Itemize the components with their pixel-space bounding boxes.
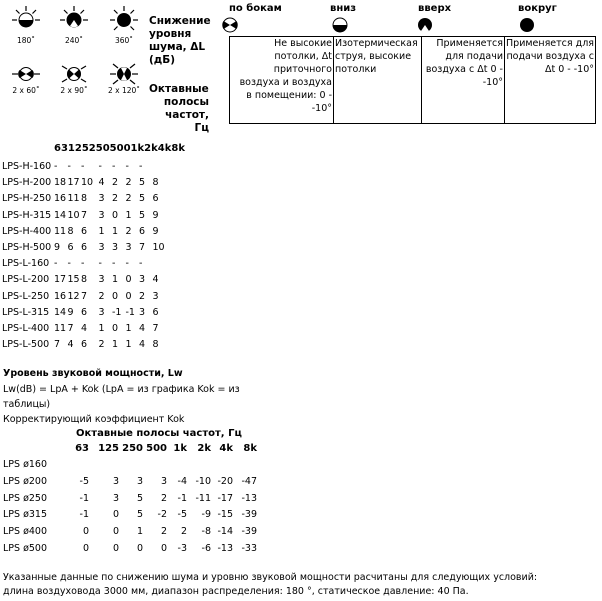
cell-value: 0 (82, 526, 89, 538)
table-row (2, 321, 166, 337)
cell-value (211, 457, 233, 474)
row-name: LPS-L-160 (2, 258, 50, 270)
icon-label: 2 x 120˚ (107, 86, 141, 95)
noise-reduction-heading: Снижение уровня шума, ΔL (дБ) (149, 15, 211, 66)
freq-header: 8k (243, 443, 257, 454)
cell-value: 8 (152, 177, 159, 189)
row-name: LPS-H-400 (2, 225, 52, 237)
cell-value: - (81, 161, 85, 172)
row-name: LPS-H-315 (2, 209, 52, 221)
cell-value: 12 (67, 290, 80, 302)
icon-label: 180˚ (16, 36, 36, 45)
cell-value: 4 (139, 339, 146, 351)
table-row (3, 507, 257, 524)
table-row (2, 208, 166, 224)
cell-value: 0 (112, 526, 119, 538)
cell-value: 3 (152, 290, 159, 302)
kok-caption: Корректирующий коэффициент Kok (3, 414, 185, 425)
table-row (2, 224, 166, 240)
cell-value: - (112, 161, 116, 172)
row-name: LPS-L-500 (2, 339, 50, 351)
cell-value: 2 (98, 339, 105, 351)
cell-value: 4 (67, 339, 74, 351)
cell-value: 6 (139, 225, 146, 237)
cell-value: 6 (81, 242, 88, 254)
row-name: LPS-H-160 (2, 161, 52, 172)
cell-value: -6 (201, 542, 211, 554)
cell-value: 6 (81, 339, 88, 351)
cell-value: 1 (98, 323, 105, 335)
footer-note (3, 571, 537, 599)
icon-label: 240˚ (64, 36, 84, 45)
cell-value: - (139, 161, 143, 172)
icon-cell-2x90 (54, 62, 94, 95)
dispersion-240-icon (58, 4, 90, 36)
cell-value: - (98, 258, 102, 270)
cell-value: 5 (139, 177, 146, 189)
freq-header: 63 (75, 443, 89, 454)
row-name: LPS ø200 (3, 475, 48, 487)
cell-value: 2 (139, 290, 146, 302)
cell-value (167, 457, 187, 474)
cell-value: 0 (112, 290, 119, 302)
cell-value: 0 (82, 542, 89, 554)
cell-value: 7 (152, 323, 159, 335)
cell-value: -47 (241, 475, 257, 487)
cell-value: 15 (67, 274, 80, 286)
cell-value: 1 (125, 209, 132, 221)
cell-value: 3 (139, 274, 146, 286)
freq-header: 2k (197, 443, 211, 454)
direction-label-sides: по бокам (229, 3, 282, 14)
cell-value: -1 (112, 306, 122, 318)
cell-value: - (54, 258, 58, 270)
cell-value: 8 (152, 339, 159, 351)
sound-power-section (3, 366, 253, 428)
cell-value: 3 (139, 306, 146, 318)
cell-value: 17 (67, 177, 80, 189)
direction-desc-down: Изотермическая струя, высокие потолки (334, 37, 422, 124)
cell-value: 3 (160, 475, 167, 487)
table-row (3, 524, 257, 541)
down-icon (332, 17, 348, 33)
cell-value: 9 (67, 306, 74, 318)
row-name: LPS-L-250 (2, 290, 50, 302)
cell-value: 6 (152, 306, 159, 318)
cell-value: 6 (81, 225, 88, 237)
cell-value: 3 (98, 209, 105, 221)
cell-value: 4 (81, 323, 88, 335)
direction-desc-sides: Не высокие потолки, Δt приточного воздуха и воздуха в помещении: 0 - -10° (230, 37, 334, 124)
cell-value: 7 (139, 242, 146, 254)
cell-value: -10 (195, 475, 211, 487)
cell-value: 14 (54, 209, 67, 221)
cell-value: 10 (81, 177, 94, 189)
cell-value: - (112, 258, 116, 270)
cell-value: -13 (217, 542, 233, 554)
cell-value: 3 (136, 475, 143, 487)
cell-value: -39 (241, 509, 257, 521)
sound-power-table (3, 440, 257, 558)
table-row (2, 305, 166, 321)
cell-value (89, 457, 119, 474)
cell-value: -5 (79, 475, 89, 487)
row-name: LPS-H-250 (2, 193, 52, 205)
cell-value: 8 (67, 225, 74, 237)
cell-value: -13 (241, 492, 257, 504)
table-row (2, 256, 166, 272)
cell-value: - (54, 161, 58, 172)
dispersion-2x90-icon (58, 62, 90, 86)
around-icon (519, 17, 535, 33)
cell-value: 2 (98, 290, 105, 302)
cell-value (143, 457, 167, 474)
sound-power-title: Уровень звуковой мощности, Lw (3, 368, 183, 379)
cell-value: 2 (112, 177, 119, 189)
row-name: LPS ø250 (3, 492, 48, 504)
cell-value: -4 (177, 475, 187, 487)
cell-value: 1 (125, 339, 132, 351)
icon-cell-2x120 (104, 62, 144, 95)
cell-value: -1 (125, 306, 135, 318)
cell-value: 14 (54, 306, 67, 318)
cell-value: 3 (98, 242, 105, 254)
cell-value: 8 (81, 274, 88, 286)
cell-value: 2 (125, 193, 132, 205)
cell-value: 6 (81, 306, 88, 318)
cell-value: 16 (54, 193, 67, 205)
cell-value: 4 (152, 274, 159, 286)
row-name: LPS ø315 (3, 509, 48, 521)
cell-value: 16 (54, 290, 67, 302)
noise-reduction-table (2, 159, 166, 353)
cell-value (187, 457, 211, 474)
direction-desc-around: Применяется для подачи воздуха с Δt 0 - -10° (505, 37, 596, 124)
freq-header: 125 (98, 443, 119, 454)
cell-value: - (125, 258, 129, 270)
cell-value: 0 (112, 542, 119, 554)
cell-value: 10 (67, 209, 80, 221)
footer-line-2: длина воздуховода 3000 мм, диапазон распределения: 180 °, статическое давление: 40 Па. (3, 586, 469, 597)
table-row (3, 541, 257, 558)
cell-value: 3 (98, 193, 105, 205)
cell-value: 3 (98, 306, 105, 318)
cell-value: 0 (125, 290, 132, 302)
cell-value: -3 (177, 542, 187, 554)
dispersion-180-icon (10, 4, 42, 36)
cell-value: - (139, 258, 143, 270)
cell-value: 0 (160, 542, 167, 554)
cell-value: 9 (54, 242, 61, 254)
icon-cell-180 (6, 4, 46, 45)
cell-value: 11 (54, 225, 67, 237)
icon-cell-240 (54, 4, 94, 45)
cell-value: -39 (241, 526, 257, 538)
cell-value: -1 (177, 492, 187, 504)
direction-label-down: вниз (330, 3, 357, 14)
cell-value: -1 (79, 492, 89, 504)
table-row (3, 491, 257, 508)
table-row (2, 289, 166, 305)
cell-value: 5 (139, 209, 146, 221)
cell-value: 9 (152, 225, 159, 237)
cell-value: -9 (201, 509, 211, 521)
cell-value: 0 (125, 274, 132, 286)
cell-value: -1 (79, 509, 89, 521)
cell-value: -2 (157, 509, 167, 521)
cell-value: 11 (54, 323, 67, 335)
sound-power-formula: Lw(dB) = LpA + Kok (LpA = из графика Kok = из таблицы) (3, 384, 240, 410)
table-row (2, 272, 166, 288)
cell-value: - (98, 161, 102, 172)
freq-header: 500 (146, 443, 167, 454)
cell-value: 5 (136, 492, 143, 504)
cell-value: 17 (54, 274, 67, 286)
freq-header: 4k (219, 443, 233, 454)
cell-value: 1 (112, 339, 119, 351)
cell-value: 3 (125, 242, 132, 254)
cell-value: 2 (160, 492, 167, 504)
cell-value (63, 457, 89, 474)
icon-label: 2 x 90˚ (60, 86, 88, 95)
table-row (3, 474, 257, 491)
cell-value: 2 (180, 526, 187, 538)
cell-value: - (81, 258, 85, 270)
freq-header: 1k (173, 443, 187, 454)
cell-value: 2 (125, 225, 132, 237)
freq-header: 250 (122, 443, 143, 454)
up-icon (417, 17, 433, 33)
power-octave-title: Октавные полосы частот, Гц (76, 428, 242, 439)
cell-value: 2 (160, 526, 167, 538)
cell-value: 7 (81, 209, 88, 221)
cell-value: 1 (98, 225, 105, 237)
cell-value: 1 (125, 323, 132, 335)
cell-value: 7 (67, 323, 74, 335)
cell-value: -17 (217, 492, 233, 504)
cell-value: 8 (81, 193, 88, 205)
sides-icon (222, 17, 238, 33)
noise-table-octave-header: 631252505001k2k4k8k (54, 143, 185, 154)
cell-value: 5 (136, 509, 143, 521)
table-row (2, 337, 166, 353)
cell-value: - (67, 258, 71, 270)
cell-value: - (125, 161, 129, 172)
icon-cell-360 (104, 4, 144, 45)
cell-value: 2 (112, 193, 119, 205)
icon-label: 360˚ (114, 36, 134, 45)
row-name: LPS ø500 (3, 542, 48, 554)
cell-value: 3 (112, 475, 119, 487)
cell-value: -14 (217, 526, 233, 538)
cell-value: -5 (177, 509, 187, 521)
cell-value: 1 (136, 526, 143, 538)
cell-value (233, 457, 257, 474)
cell-value: 3 (112, 242, 119, 254)
octave-bands-heading: Октавные полосы частот, Гц (149, 83, 209, 134)
dispersion-2x120-icon (108, 62, 140, 86)
row-name: LPS-H-500 (2, 242, 52, 254)
cell-value: 11 (67, 193, 80, 205)
table-row (2, 240, 166, 256)
cell-value: 3 (98, 274, 105, 286)
direction-label-around: вокруг (518, 3, 557, 14)
row-name: LPS ø400 (3, 526, 48, 538)
direction-description-table (229, 36, 596, 124)
row-name: LPS-L-200 (2, 274, 50, 286)
table-row (2, 191, 166, 207)
cell-value: 9 (152, 209, 159, 221)
cell-value (119, 457, 143, 474)
cell-value: 18 (54, 177, 67, 189)
table-row (2, 175, 166, 191)
cell-value: 10 (152, 242, 165, 254)
table-row (2, 159, 166, 175)
footer-line-1: Указанные данные по снижению шума и уровню звуковой мощности расчитаны для следующих условий: (3, 572, 538, 583)
cell-value: - (67, 161, 71, 172)
cell-value: -20 (217, 475, 233, 487)
cell-value: -8 (201, 526, 211, 538)
cell-value: 0 (112, 323, 119, 335)
cell-value: 1 (112, 225, 119, 237)
cell-value: -33 (241, 542, 257, 554)
cell-value: 1 (112, 274, 119, 286)
cell-value: -11 (195, 492, 211, 504)
cell-value: 7 (81, 290, 88, 302)
cell-value: 6 (152, 193, 159, 205)
direction-desc-up: Применяется для подачи воздуха с Δt 0 - -10° (422, 37, 505, 124)
dispersion-2x60-icon (10, 62, 42, 86)
icon-label: 2 x 60˚ (12, 86, 40, 95)
cell-value: 0 (112, 209, 119, 221)
cell-value: 6 (67, 242, 74, 254)
cell-value: 0 (136, 542, 143, 554)
row-name: LPS-L-400 (2, 323, 50, 335)
row-name: LPS-L-315 (2, 306, 50, 318)
row-name: LPS-H-200 (2, 177, 52, 189)
icon-cell-2x60 (6, 62, 46, 95)
cell-value: 7 (54, 339, 61, 351)
cell-value: 4 (139, 323, 146, 335)
cell-value: 3 (112, 492, 119, 504)
dispersion-360-icon (108, 4, 140, 36)
cell-value: -15 (217, 509, 233, 521)
cell-value: 5 (139, 193, 146, 205)
cell-value: 0 (112, 509, 119, 521)
direction-label-up: вверх (418, 3, 452, 14)
cell-value: 4 (98, 177, 105, 189)
row-name: LPS ø160 (3, 459, 48, 470)
table-row (3, 457, 257, 474)
cell-value: 2 (125, 177, 132, 189)
